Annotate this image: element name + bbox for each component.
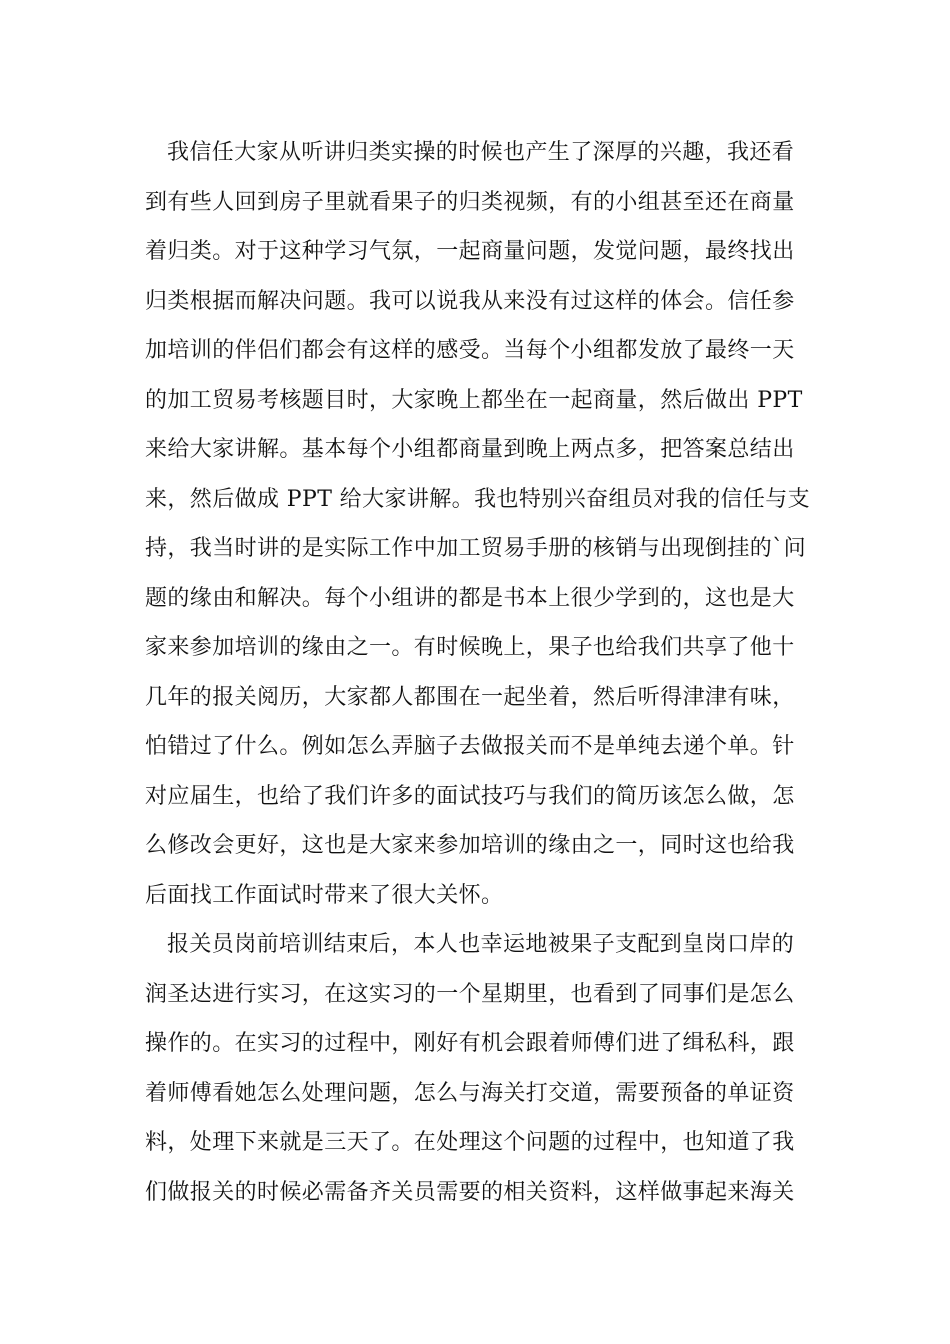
text-line: 怕错过了什么。例如怎么弄脑子去做报关而不是单纯去递个单。针 xyxy=(145,734,795,759)
text-line: 对应届生，也给了我们许多的面试技巧与我们的简历该怎么做，怎 xyxy=(145,783,795,809)
document-body xyxy=(145,128,810,1217)
paragraph-1 xyxy=(145,128,810,920)
text-line: 来给大家讲解。基本每个小组都商量到晚上两点多，把答案总结出 xyxy=(145,437,795,462)
text-line: 们做报关的时候必需备齐关员需要的相关资料，这样做事起来海关 xyxy=(145,1179,795,1205)
text-line: 报关员岗前培训结束后，本人也幸运地被果子支配到皇岗口岸的 xyxy=(167,932,795,957)
text-line: 的加工贸易考核题目时，大家晚上都坐在一起商量，然后做出 PPT xyxy=(145,387,803,413)
text-line: 来，然后做成 PPT 给大家讲解。我也特别兴奋组员对我的信任与支 xyxy=(145,486,811,512)
text-line: 几年的报关阅历，大家都人都围在一起坐着，然后听得津津有味， xyxy=(145,684,795,710)
text-line: 料，处理下来就是三天了。在处理这个问题的过程中，也知道了我 xyxy=(145,1130,795,1155)
text-line: 着师傅看她怎么处理问题，怎么与海关打交道，需要预备的单证资 xyxy=(145,1080,795,1106)
text-line: 家来参加培训的缘由之一。有时候晚上，果子也给我们共享了他十 xyxy=(145,635,795,660)
text-line: 着归类。对于这种学习气氛，一起商量问题，发觉问题，最终找出 xyxy=(145,239,795,264)
text-line: 持，我当时讲的是实际工作中加工贸易手册的核销与出现倒挂的`问 xyxy=(145,536,807,561)
text-line: 我信任大家从听讲归类实操的时候也产生了深厚的兴趣，我还看 xyxy=(167,140,795,165)
text-line: 归类根据而解决问题。我可以说我从来没有过这样的体会。信任参 xyxy=(145,288,795,314)
text-line: 题的缘由和解决。每个小组讲的都是书本上很少学到的，这也是大 xyxy=(145,585,795,611)
text-line: 到有些人回到房子里就看果子的归类视频，有的小组甚至还在商量 xyxy=(145,189,795,215)
text-line: 操作的。在实习的过程中，刚好有机会跟着师傅们进了缉私科，跟 xyxy=(145,1031,795,1056)
text-line: 后面找工作面试时带来了很大关怀。 xyxy=(145,882,504,908)
text-line: 润圣达进行实习，在这实习的一个星期里，也看到了同事们是怎么 xyxy=(145,981,795,1007)
paragraph-2 xyxy=(145,920,810,1217)
text-line: 加培训的伴侣们都会有这样的感受。当每个小组都发放了最终一天 xyxy=(145,338,795,363)
text-line: 么修改会更好，这也是大家来参加培训的缘由之一，同时这也给我 xyxy=(145,833,795,858)
